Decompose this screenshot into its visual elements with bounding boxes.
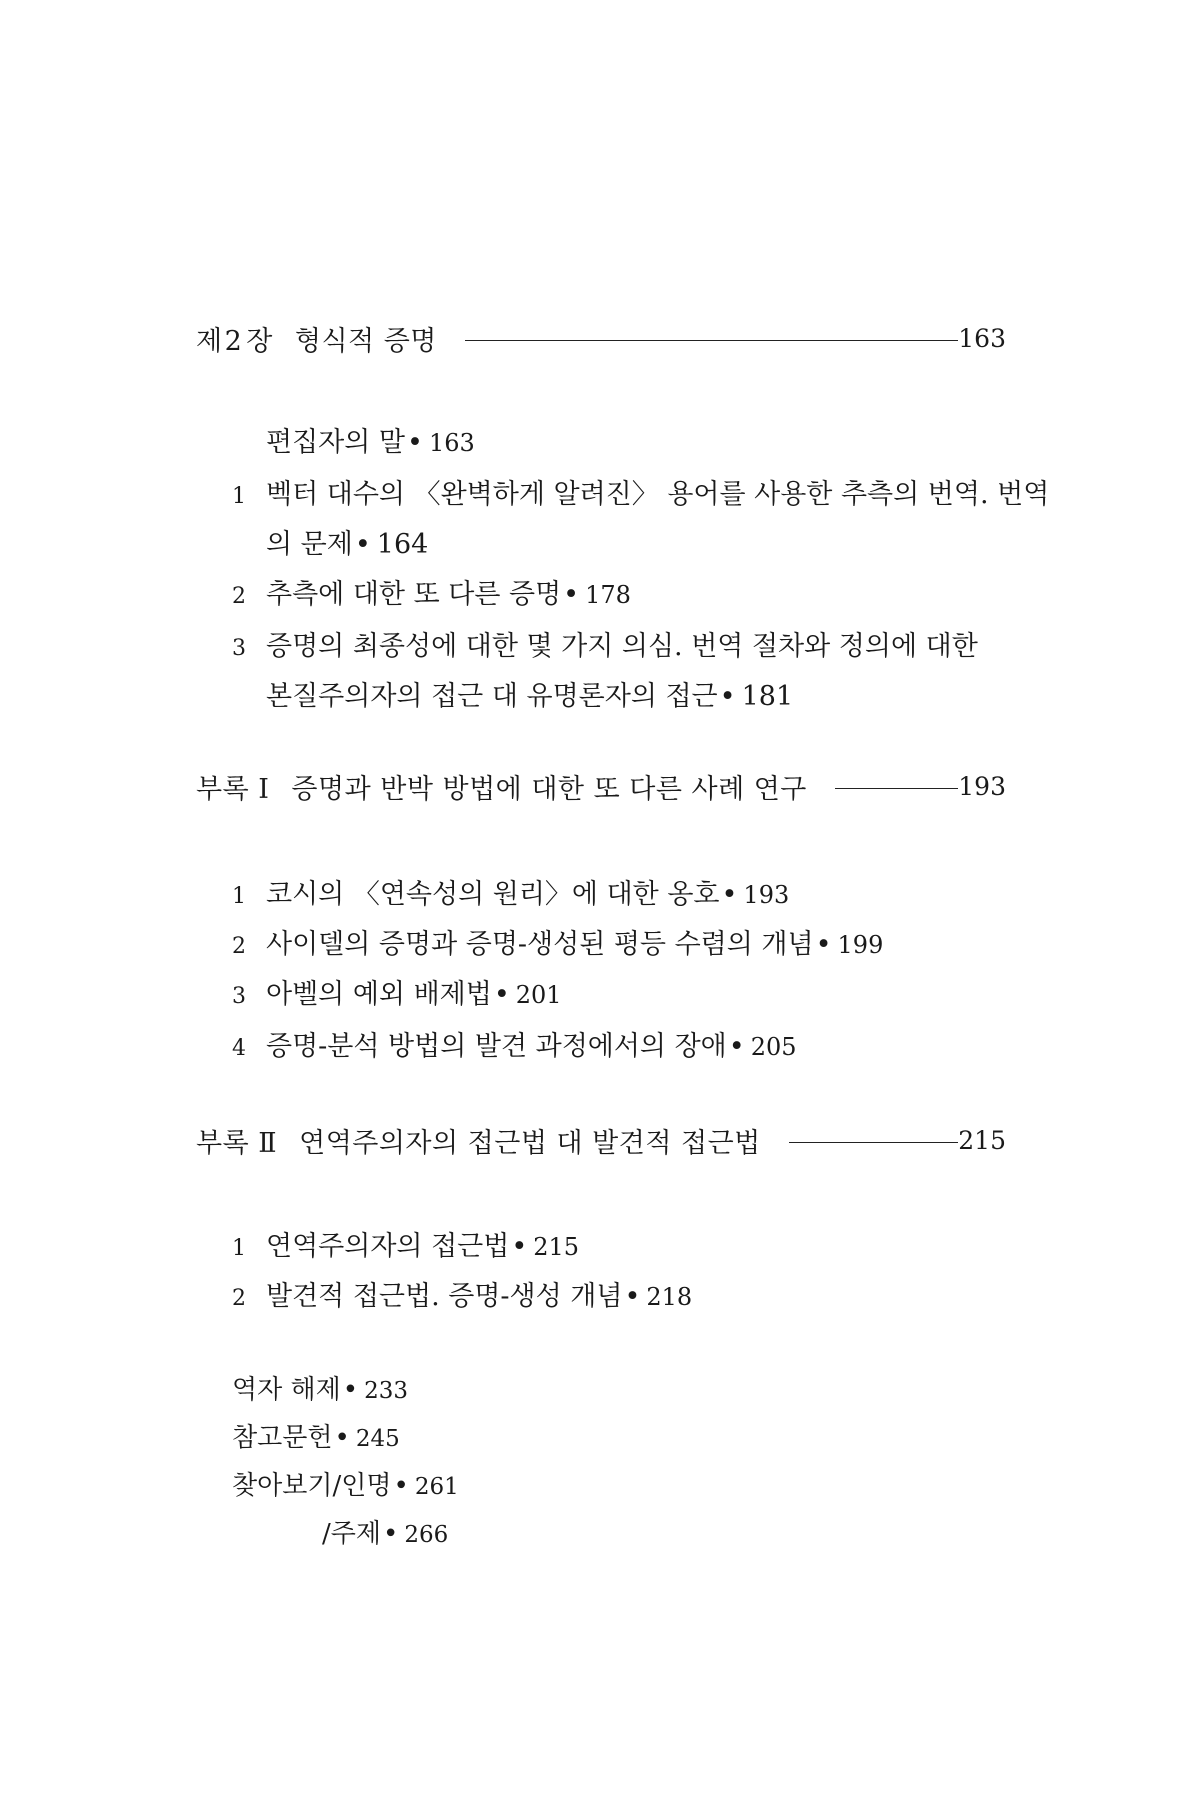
backmatter-title: 찾아보기/인명 [232,1471,392,1501]
toc-entry-editor-note [266,418,475,468]
entry-page-number: 205 [750,1033,797,1061]
entry-title: 증명의 최종성에 대한 몇 가지 의심. 번역 절차와 정의에 대한 [266,631,978,662]
toc-entry-3 [232,622,978,674]
entry-title: 코시의 〈연속성의 원리〉에 대한 옹호 [266,879,720,910]
separator-dot: • [511,1231,528,1262]
toc-entry-a1-4 [232,1022,797,1074]
backmatter-translator-commentary [232,1366,408,1415]
appendix-label: 부록 Ⅱ [196,1127,278,1159]
toc-entry-3-continuation [266,672,793,722]
backmatter-page-number: 266 [404,1522,449,1548]
separator-dot: • [815,929,832,960]
separator-dot: • [407,427,423,458]
appendix-name: 증명과 반박 방법에 대한 또 다른 사례 연구 [291,773,807,805]
backmatter-page-number: 245 [355,1426,400,1452]
chapter-2-title [196,319,437,358]
separator-dot: • [334,1423,350,1453]
backmatter-page-number: 261 [414,1474,459,1500]
separator-dot: • [383,1519,399,1549]
entry-title: 벡터 대수의 〈완벽하게 알려진〉 용어를 사용한 추측의 번역. 번역 [266,479,1050,510]
entry-page-number: 218 [646,1283,693,1311]
toc-entry-1-continuation [266,520,428,570]
separator-dot: • [342,1375,359,1405]
entry-title: 아벨의 예외 배제법 [266,979,492,1010]
separator-dot: • [493,979,510,1010]
separator-dot: • [624,1281,641,1312]
entry-title: 증명-분석 방법의 발견 과정에서의 장애 [266,1031,727,1062]
entry-number: 2 [232,1286,246,1311]
appendix-page-number: 215 [958,1125,1006,1155]
backmatter-index-subjects [322,1510,448,1559]
entry-title: 연역주의자의 접근법 [266,1231,510,1262]
chapter-page-number: 163 [958,323,1006,353]
entry-page-number: 164 [376,529,429,560]
entry-number: 3 [232,984,246,1009]
backmatter-title: 참고문헌 [232,1423,333,1453]
leader-rule [789,1142,959,1143]
entry-title-continued: 본질주의자의 접근 대 유명론자의 접근 [266,681,718,712]
toc-entry-a1-3 [232,970,562,1022]
backmatter-page-number: 233 [364,1378,408,1404]
entry-title-continued: 의 문제 [266,529,353,560]
appendix-page-number: 193 [958,771,1006,801]
appendix-1-heading [196,764,1006,808]
backmatter-references [232,1414,400,1463]
backmatter-title: 역자 해제 [232,1375,341,1405]
toc-entry-a1-1 [232,870,789,922]
chapter-2-heading [196,316,1006,360]
entry-number: 2 [232,584,246,609]
entry-page-number: 199 [837,931,884,959]
separator-dot: • [728,1031,745,1062]
entry-number: 3 [232,636,246,661]
appendix-2-title [196,1121,761,1160]
entry-number: 2 [232,934,246,959]
separator-dot: • [721,879,738,910]
toc-entry-a1-2 [232,920,883,972]
appendix-label: 부록 Ⅰ [196,773,270,805]
toc-entry-2 [232,570,631,622]
entry-number: 1 [232,1236,246,1261]
entry-title: 발견적 접근법. 증명-생성 개념 [266,1281,623,1312]
separator-dot: • [719,681,736,712]
appendix-1-title [196,767,807,806]
backmatter-index-names [232,1462,459,1511]
backmatter-title: /주제 [322,1519,381,1549]
chapter-label-prefix: 제 [196,325,223,357]
entry-number: 4 [232,1036,246,1061]
chapter-label-suffix: 장 [246,325,273,357]
entry-page-number: 181 [741,681,794,712]
leader-rule [835,788,958,789]
appendix-name: 연역주의자의 접근법 대 발견적 접근법 [299,1127,761,1159]
toc-entry-a2-2 [232,1272,692,1324]
toc-entry-1 [232,470,1049,522]
entry-title: 편집자의 말 [266,427,405,458]
separator-dot: • [354,529,371,560]
leader-rule [465,340,958,341]
entry-page-number: 215 [533,1233,580,1261]
entry-number: 1 [232,884,246,909]
entry-page-number: 193 [743,881,790,909]
chapter-name: 형식적 증명 [294,325,437,357]
separator-dot: • [393,1471,409,1501]
entry-number: 1 [232,484,246,509]
toc-entry-a2-1 [232,1222,579,1274]
entry-page-number: 201 [515,981,562,1009]
entry-page-number: 163 [428,429,475,457]
appendix-2-heading [196,1118,1006,1162]
entry-title: 추측에 대한 또 다른 증명 [266,579,562,610]
separator-dot: • [563,579,580,610]
entry-page-number: 178 [585,581,631,609]
entry-title: 사이델의 증명과 증명-생성된 평등 수렴의 개념 [266,929,814,960]
chapter-number: 2 [224,325,243,357]
